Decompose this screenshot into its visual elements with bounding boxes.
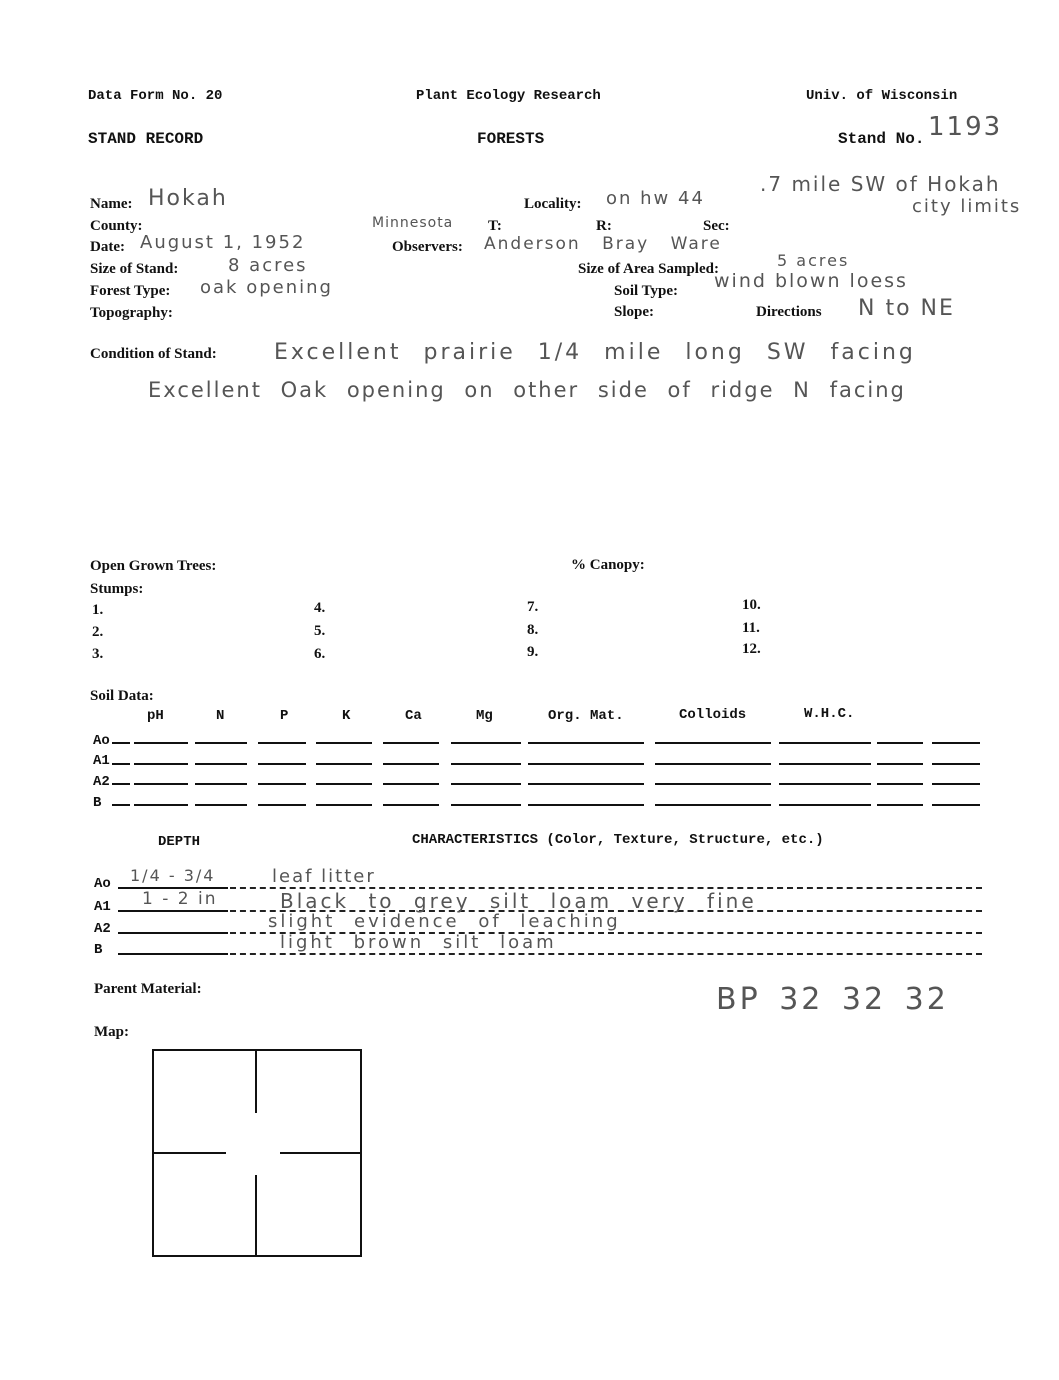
date-label: Date: [90, 239, 125, 255]
soil-blank-line [655, 783, 771, 785]
soil-row-b: B [93, 795, 102, 811]
observers-label: Observers: [392, 239, 463, 255]
soil-col-org-mat: Org. Mat. [548, 708, 624, 724]
soil-blank-line [316, 763, 372, 765]
soil-blank-line [451, 742, 521, 744]
horizon-depth-ao: 1/4 - 3/4 [130, 866, 216, 885]
horizon-label-a2: A2 [94, 921, 111, 937]
stump-number: 9. [527, 644, 539, 660]
soil-blank-line [655, 742, 771, 744]
soil-blank-line [316, 742, 372, 744]
soil-blank-line [112, 783, 130, 785]
soil-blank-line [316, 804, 372, 806]
soil-blank-line [258, 742, 306, 744]
soil-col-mg: Mg [476, 708, 493, 724]
horizon-label-ao: Ao [94, 876, 111, 892]
county-value: Minnesota [372, 215, 454, 231]
size-of-stand-label: Size of Stand: [90, 261, 179, 277]
characteristics-label: CHARACTERISTICS (Color, Texture, Structure, etc.) [412, 832, 824, 848]
soil-data-title: Soil Data: [90, 688, 154, 704]
stand-no-value: 1193 [928, 112, 1003, 142]
soil-row-ao: Ao [93, 733, 110, 749]
locality-value-2: .7 mile SW of Hokah [760, 172, 1001, 196]
township-label: T: [488, 218, 502, 234]
map-grid [152, 1049, 362, 1257]
stump-number: 6. [314, 646, 326, 662]
stump-number: 8. [527, 622, 539, 638]
horizon-desc-ao: leaf litter [272, 866, 376, 887]
form-number: Data Form No. 20 [88, 88, 223, 104]
horizon-desc-a2: slight evidence of leaching [268, 911, 621, 932]
soil-blank-line [451, 763, 521, 765]
size-of-area-value: 5 acres [777, 251, 850, 270]
slope-label: Slope: [614, 304, 655, 320]
size-of-area-label: Size of Area Sampled: [578, 261, 719, 277]
locality-value: on hw 44 [606, 188, 705, 209]
soil-blank-line [779, 742, 871, 744]
stump-number: 4. [314, 600, 326, 616]
soil-blank-line [195, 742, 247, 744]
forest-type-value: oak opening [200, 277, 333, 298]
stump-number: 11. [742, 620, 760, 636]
directions-label: Directions [756, 304, 822, 320]
name-value: Hokah [148, 186, 228, 211]
soil-blank-line [195, 804, 247, 806]
stump-number: 10. [742, 597, 761, 613]
date-value: August 1, 1952 [140, 232, 306, 253]
soil-col-n: N [216, 708, 225, 724]
soil-blank-line [134, 763, 188, 765]
soil-col-p: P [280, 708, 289, 724]
university: Univ. of Wisconsin [806, 88, 958, 104]
soil-blank-line [195, 783, 247, 785]
soil-blank-line [112, 742, 130, 744]
county-label: County: [90, 218, 143, 234]
soil-blank-line [134, 783, 188, 785]
horizon-desc-b: light brown silt loam [280, 932, 557, 953]
range-label: R: [596, 218, 612, 234]
soil-blank-line [258, 804, 306, 806]
stump-number: 7. [527, 599, 539, 615]
horizon-depth-a1: 1 - 2 in [142, 889, 218, 909]
condition-line-2: Excellent Oak opening on other side of ridge N facing [148, 378, 906, 402]
soil-blank-line [779, 804, 871, 806]
soil-col-whc: W.H.C. [804, 706, 855, 722]
record-type-title: STAND RECORD [88, 130, 204, 148]
soil-blank-line [258, 783, 306, 785]
stump-number: 1. [92, 602, 104, 618]
stand-no-label: Stand No. [838, 130, 925, 148]
soil-row-a2: A2 [93, 774, 110, 790]
soil-col-ca: Ca [405, 708, 422, 724]
soil-blank-line [877, 742, 923, 744]
soil-blank-line [383, 763, 439, 765]
soil-col-k: K [342, 708, 351, 724]
soil-blank-line [877, 783, 923, 785]
soil-type-value: wind blown loess [714, 270, 908, 292]
soil-blank-line [451, 783, 521, 785]
depth-label: DEPTH [158, 834, 201, 850]
soil-blank-line [655, 763, 771, 765]
size-of-stand-value: 8 acres [228, 255, 308, 276]
soil-blank-line [655, 804, 771, 806]
soil-blank-line [451, 804, 521, 806]
soil-blank-line [877, 763, 923, 765]
soil-blank-line [932, 742, 980, 744]
soil-blank-line [112, 804, 130, 806]
soil-col-colloids: Colloids [679, 707, 747, 723]
soil-blank-line [383, 804, 439, 806]
locality-label: Locality: [524, 196, 582, 212]
bp-note: BP 32 32 32 [716, 982, 949, 1017]
horizon-label-b: B [94, 942, 103, 958]
category-title: FORESTS [477, 130, 545, 148]
soil-blank-line [528, 783, 644, 785]
horizon-label-a1: A1 [94, 899, 111, 915]
stump-number: 3. [92, 646, 104, 662]
parent-material-label: Parent Material: [94, 981, 202, 997]
name-label: Name: [90, 196, 133, 212]
condition-label: Condition of Stand: [90, 346, 217, 362]
soil-blank-line [528, 804, 644, 806]
stumps-label: Stumps: [90, 581, 144, 597]
canopy-label: % Canopy: [571, 557, 645, 573]
organization: Plant Ecology Research [416, 88, 601, 104]
soil-blank-line [877, 804, 923, 806]
stump-number: 12. [742, 641, 761, 657]
soil-blank-line [383, 742, 439, 744]
observers-value: Anderson Bray Ware [484, 234, 722, 254]
soil-blank-line [316, 783, 372, 785]
soil-blank-line [528, 763, 644, 765]
soil-blank-line [112, 763, 130, 765]
condition-line-1: Excellent prairie 1/4 mile long SW facing [274, 340, 916, 365]
soil-type-label: Soil Type: [614, 283, 679, 299]
directions-value: N to NE [858, 296, 955, 321]
soil-blank-line [383, 783, 439, 785]
soil-blank-line [779, 763, 871, 765]
soil-blank-line [195, 763, 247, 765]
soil-blank-line [932, 804, 980, 806]
soil-blank-line [932, 783, 980, 785]
open-grown-trees-label: Open Grown Trees: [90, 558, 217, 574]
soil-blank-line [134, 742, 188, 744]
section-label: Sec: [703, 218, 730, 234]
forest-type-label: Forest Type: [90, 283, 171, 299]
map-label: Map: [94, 1024, 129, 1040]
soil-blank-line [779, 783, 871, 785]
stump-number: 2. [92, 624, 104, 640]
soil-col-ph: pH [147, 708, 164, 724]
locality-value-3: city limits [912, 196, 1022, 217]
stump-number: 5. [314, 623, 326, 639]
horizon-desc-a1: Black to grey silt loam very fine [280, 889, 757, 913]
soil-row-a1: A1 [93, 753, 110, 769]
topography-label: Topography: [90, 305, 173, 321]
soil-blank-line [134, 804, 188, 806]
soil-blank-line [258, 763, 306, 765]
soil-blank-line [528, 742, 644, 744]
soil-blank-line [932, 763, 980, 765]
